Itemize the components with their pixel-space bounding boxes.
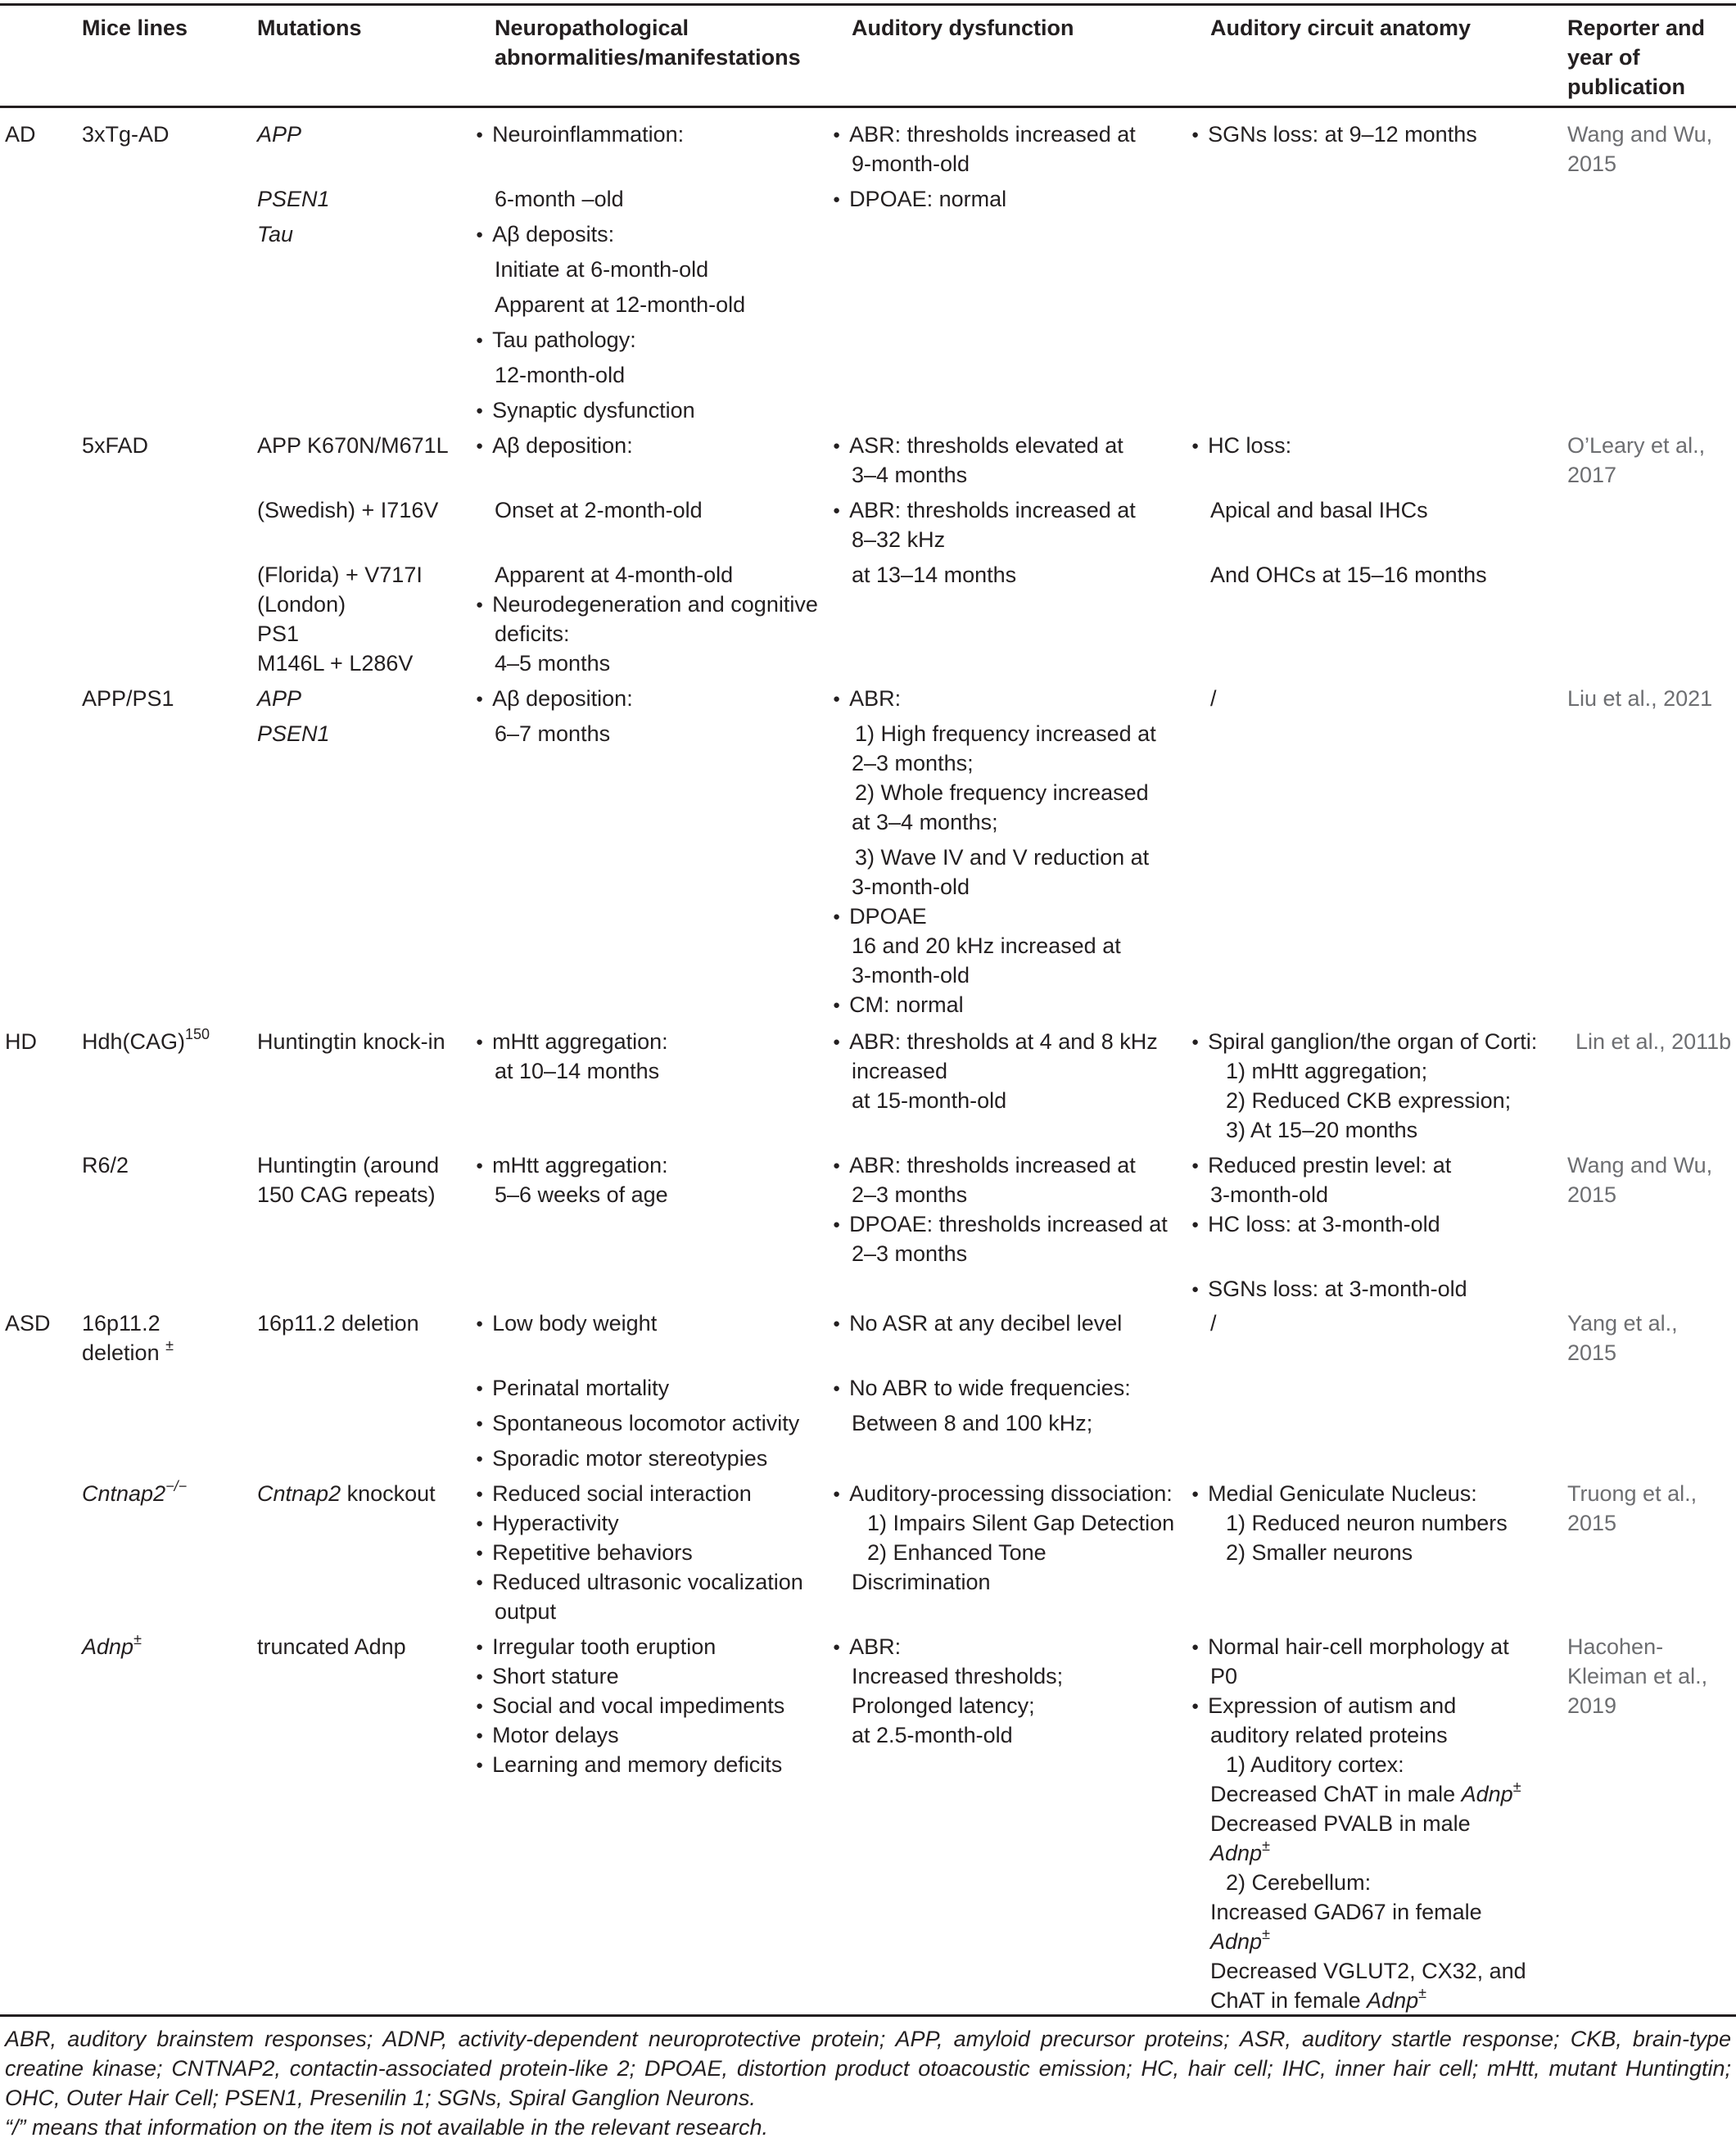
neuro-item: ● Low body weight (476, 1309, 657, 1342)
neuro-item: ● Spontaneous locomotor activity (476, 1408, 799, 1442)
mutation: Huntingtin (around (257, 1153, 440, 1177)
mouse-line: APP/PS1 (82, 686, 174, 711)
anatomy-item: ● Expression of autism and (1191, 1691, 1456, 1724)
auditory-item: 1) Impairs Silent Gap Detection (867, 1511, 1175, 1535)
reporter: Kleiman et al., (1567, 1664, 1708, 1688)
mutation: Huntingtin knock-in (257, 1029, 445, 1054)
auditory-item: 1) High frequency increased at (855, 721, 1156, 746)
mouse-line: 16p11.2 (82, 1311, 160, 1336)
auditory-item: 16 and 20 kHz increased at (852, 933, 1121, 958)
mutation: truncated Adnp (257, 1634, 406, 1659)
auditory-item: ● ABR: (833, 1632, 901, 1666)
mutation: (London) (257, 592, 346, 617)
neuro-item: ● Synaptic dysfunction (476, 396, 695, 429)
group-ad: AD (5, 122, 36, 147)
reporter: Wang and Wu, (1567, 122, 1713, 147)
auditory-item: at 3–4 months; (852, 810, 998, 834)
reporter: 2017 (1567, 463, 1617, 487)
reporter: Lin et al., 2011b (1576, 1029, 1732, 1054)
anatomy-item: 1) mHtt aggregation; (1226, 1059, 1428, 1083)
auditory-item: ● DPOAE: normal (833, 184, 1006, 218)
neuro-item: ● Short stature (476, 1661, 619, 1695)
reporter: Wang and Wu, (1567, 1153, 1713, 1177)
auditory-item: ● ABR: thresholds increased at (833, 1150, 1136, 1184)
top-rule (0, 3, 1736, 6)
anatomy-item: 3) At 15–20 months (1226, 1118, 1418, 1142)
neuro-item: output (495, 1599, 557, 1624)
neuro-item: 6–7 months (495, 721, 611, 746)
header-reporter: Reporter and year of publication (1567, 16, 1706, 99)
mutation: APP (257, 122, 302, 147)
mutation: Tau (257, 222, 294, 246)
group-hd: HD (5, 1029, 37, 1054)
neuro-item: ● Aβ deposition: (476, 684, 633, 717)
auditory-item: 2–3 months (852, 1182, 968, 1207)
auditory-item: Between 8 and 100 kHz; (852, 1411, 1093, 1435)
neuro-item: ● Social and vocal impediments (476, 1691, 784, 1724)
anatomy-item: Decreased ChAT in male Adnp± (1210, 1779, 1521, 1806)
header-mice-lines: Mice lines (82, 16, 188, 40)
auditory-item: ● ABR: thresholds increased at (833, 495, 1136, 529)
neuro-item: ● Perinatal mortality (476, 1373, 669, 1407)
neuro-item: deficits: (495, 622, 570, 646)
reporter: 2015 (1567, 1340, 1617, 1365)
header-auditory-dysfunction: Auditory dysfunction (852, 16, 1074, 40)
mutation: (Swedish) + I716V (257, 498, 439, 522)
footnote-slash-note: “/” means that information on the item is not available in the relevant research. (5, 2115, 768, 2140)
anatomy-item: / (1210, 1311, 1217, 1336)
neuro-item: ● Learning and memory deficits (476, 1750, 782, 1783)
auditory-item: ● ABR: thresholds at 4 and 8 kHz (833, 1027, 1158, 1060)
header-neuropathological: Neuropathological abnormalities/manifestations (495, 16, 801, 70)
header-rule (0, 106, 1736, 108)
anatomy-item: auditory related proteins (1210, 1723, 1448, 1747)
anatomy-item: ● Spiral ganglion/the organ of Corti: (1191, 1027, 1537, 1060)
anatomy-item: And OHCs at 15–16 months (1210, 563, 1487, 587)
neuro-item: ● Motor delays (476, 1720, 619, 1754)
auditory-item: 9-month-old (852, 151, 970, 176)
anatomy-item: ● HC loss: (1191, 431, 1291, 464)
bottom-rule (0, 2014, 1736, 2017)
neuro-item: ● Tau pathology: (476, 325, 636, 359)
mouse-line: Cntnap2−/− (82, 1478, 188, 1506)
reporter: 2015 (1567, 151, 1617, 176)
anatomy-item: 1) Reduced neuron numbers (1226, 1511, 1508, 1535)
anatomy-item: ChAT in female Adnp± (1210, 1985, 1427, 2013)
neuro-item: ● Aβ deposition: (476, 431, 633, 464)
auditory-item: at 13–14 months (852, 563, 1017, 587)
neuro-item: ● Sporadic motor stereotypies (476, 1444, 767, 1477)
auditory-item: Prolonged latency; (852, 1693, 1035, 1718)
anatomy-item: 2) Cerebellum: (1226, 1870, 1372, 1895)
auditory-item: ● CM: normal (833, 990, 964, 1024)
anatomy-item: ● SGNs loss: at 3-month-old (1191, 1274, 1467, 1308)
auditory-item: 3) Wave IV and V reduction at (855, 845, 1150, 870)
mutation: Cntnap2 knockout (257, 1481, 436, 1506)
neuro-item: 6-month –old (495, 187, 624, 211)
auditory-item: at 2.5-month-old (852, 1723, 1013, 1747)
anatomy-item: / (1210, 686, 1217, 711)
reporter: Hacohen- (1567, 1634, 1664, 1659)
mutation: PSEN1 (257, 187, 330, 211)
mutation: 16p11.2 deletion (257, 1311, 419, 1336)
mouse-line: R6/2 (82, 1153, 129, 1177)
reporter: 2019 (1567, 1693, 1617, 1718)
anatomy-item: Increased GAD67 in female (1210, 1900, 1482, 1924)
auditory-item: ● Auditory-processing dissociation: (833, 1479, 1173, 1512)
reporter: Truong et al., (1567, 1481, 1698, 1506)
anatomy-item: Apical and basal IHCs (1210, 498, 1428, 522)
neuro-item: 5–6 weeks of age (495, 1182, 668, 1207)
neuro-item: Onset at 2-month-old (495, 498, 703, 522)
mutation: 150 CAG repeats) (257, 1182, 436, 1207)
header-mutations: Mutations (257, 16, 362, 40)
neuro-item: ● Irregular tooth eruption (476, 1632, 716, 1666)
auditory-item: Increased thresholds; (852, 1664, 1064, 1688)
auditory-item: 3-month-old (852, 963, 970, 988)
header-auditory-anatomy: Auditory circuit anatomy (1210, 16, 1472, 40)
auditory-item: ● DPOAE (833, 902, 927, 935)
mutation: PSEN1 (257, 721, 330, 746)
neuro-item: ● Aβ deposits: (476, 219, 614, 253)
reporter: Liu et al., 2021 (1567, 686, 1713, 711)
anatomy-item: P0 (1210, 1664, 1238, 1688)
neuro-item: ● Reduced social interaction (476, 1479, 752, 1512)
neuro-item: at 10–14 months (495, 1059, 660, 1083)
mouse-line: 5xFAD (82, 433, 149, 458)
auditory-item: at 15-month-old (852, 1088, 1007, 1113)
auditory-item: Discrimination (852, 1570, 991, 1594)
auditory-item: ● ABR: (833, 684, 901, 717)
auditory-item: 2–3 months (852, 1241, 968, 1266)
auditory-item: ● DPOAE: thresholds increased at (833, 1209, 1168, 1243)
auditory-item: ● ABR: thresholds increased at (833, 120, 1136, 153)
auditory-item: 3–4 months (852, 463, 968, 487)
neuro-item: Initiate at 6-month-old (495, 257, 709, 282)
mutation: M146L + L286V (257, 651, 414, 676)
mouse-line: Hdh(CAG)$^{150}$ (82, 1026, 210, 1054)
anatomy-item: Adnp± (1210, 1837, 1270, 1865)
auditory-item: 3-month-old (852, 875, 970, 899)
neuro-item: ● Reduced ultrasonic vocalization (476, 1567, 803, 1601)
neuro-item: Apparent at 12-month-old (495, 292, 746, 317)
anatomy-item: Adnp± (1210, 1926, 1270, 1954)
mutation: APP (257, 686, 302, 711)
mouse-line: 3xTg-AD (82, 122, 170, 147)
group-asd: ASD (5, 1311, 51, 1336)
auditory-item: ● ASR: thresholds elevated at (833, 431, 1123, 464)
auditory-item: 8–32 kHz (852, 527, 946, 552)
anatomy-item: ● Reduced prestin level: at (1191, 1150, 1451, 1184)
auditory-item: 2–3 months; (852, 751, 974, 775)
anatomy-item: 2) Reduced CKB expression; (1226, 1088, 1512, 1113)
reporter: O’Leary et al., (1567, 433, 1706, 458)
anatomy-item: ● Medial Geniculate Nucleus: (1191, 1479, 1477, 1512)
neuro-item: 12-month-old (495, 363, 626, 387)
neuro-item: ● Repetitive behaviors (476, 1538, 693, 1571)
reporter: Yang et al., (1567, 1311, 1678, 1336)
neuro-item: ● Neurodegeneration and cognitive (476, 590, 818, 623)
anatomy-item: 3-month-old (1210, 1182, 1329, 1207)
auditory-item: increased (852, 1059, 948, 1083)
anatomy-item: 1) Auditory cortex: (1226, 1752, 1404, 1777)
anatomy-item: Decreased PVALB in male (1210, 1811, 1471, 1836)
auditory-item: ● No ASR at any decibel level (833, 1309, 1122, 1342)
anatomy-item: ● Normal hair-cell morphology at (1191, 1632, 1509, 1666)
neuro-item: ● Hyperactivity (476, 1508, 619, 1542)
anatomy-item: ● SGNs loss: at 9–12 months (1191, 120, 1477, 153)
anatomy-item: 2) Smaller neurons (1226, 1540, 1413, 1565)
mutation: (Florida) + V717I (257, 563, 423, 587)
neuro-item: Apparent at 4-month-old (495, 563, 734, 587)
auditory-item: 2) Enhanced Tone (867, 1540, 1047, 1565)
footnote-abbreviations: ABR, auditory brainstem responses; ADNP, activity-dependent neuroprotective protein; APP, amyloid precursor proteins; ASR, auditory startle response; CKB, brain-type creatine kinase; CNTNAP2, contactin-associated protein-like 2; DPOAE, distortion product otoacoustic emission; HC, hair cell; IHC, inner hair cell; mHtt, mutant Huntingtin; OHC, Outer Hair Cell; PSEN1, Presenilin 1; SGNs, Spiral Ganglion Neurons. (5, 2027, 1731, 2110)
reporter: 2015 (1567, 1511, 1617, 1535)
mutation: APP K670N/M671L (257, 433, 449, 458)
neuro-item: ● mHtt aggregation: (476, 1027, 668, 1060)
neuro-item: ● Neuroinflammation: (476, 120, 684, 153)
auditory-item: ● No ABR to wide frequencies: (833, 1373, 1131, 1407)
neuro-item: 4–5 months (495, 651, 611, 676)
mutation: PS1 (257, 622, 300, 646)
neuro-item: ● mHtt aggregation: (476, 1150, 668, 1184)
auditory-item: 2) Whole frequency increased (855, 780, 1149, 805)
mouse-line: deletion ± (82, 1337, 174, 1365)
mouse-line: Adnp± (82, 1631, 142, 1659)
reporter: 2015 (1567, 1182, 1617, 1207)
anatomy-item: Decreased VGLUT2, CX32, and (1210, 1959, 1526, 1983)
anatomy-item: ● HC loss: at 3-month-old (1191, 1209, 1440, 1243)
